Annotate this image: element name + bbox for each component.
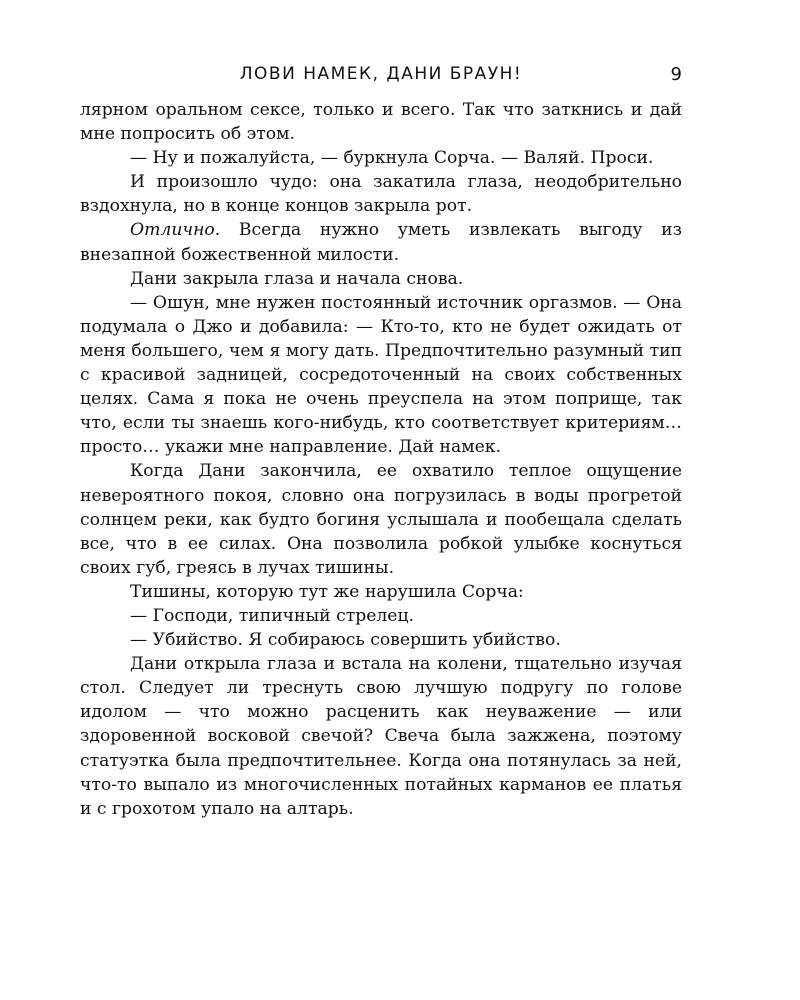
paragraph [80,604,682,628]
paragraph [80,218,682,266]
paragraph-text: И произошло чудо: она закатила глаза, неодобрительно вздохнула, но в конце концов закрыла рот. [80,172,682,217]
italic-word: Отлично. [130,220,221,241]
paragraph-text: — Ну и пожалуйста, — буркнула Сорча. — Валяй. Проси. [130,148,654,169]
paragraph [80,146,682,170]
paragraph [80,580,682,604]
paragraph-text: — Ошун, мне нужен постоянный источник оргазмов. — Она подумала о Джо и добавила: — Кто-то, кто не будет ожидать от меня большего, чем я могу дать. Предпочтительно разумный тип с красивой задницей, сосредоточенный на своих собственных целях. Сама я пока не очень преуспела на этом поприще, так что, если ты знаешь кого-нибудь, кто соответствует критериям… просто… укажи мне направление. Дай намек. [80,292,682,458]
paragraph-text: лярном оральном сексе, только и всего. Так что заткнись и дай мне попросить об этом. [80,100,682,145]
paragraph-text: Всегда нужно уметь извлекать выгоду из внезапной божественной милости. [80,220,682,265]
paragraph [80,652,682,821]
paragraph [80,267,682,291]
paragraph-text: — Господи, типичный стрелец. [130,605,414,626]
paragraph-text: Тишины, которую тут же нарушила Сорча: [130,581,524,602]
running-head [80,64,682,90]
page-number: 9 [670,64,682,85]
paragraph [80,628,682,652]
paragraph [80,98,682,146]
body-text [80,98,682,821]
running-title: ЛОВИ НАМЕК, ДАНИ БРАУН! [239,64,523,84]
paragraph [80,459,682,579]
paragraph-text: Дани открыла глаза и встала на колени, тщательно изучая стол. Следует ли треснуть свою лучшую подругу по голове идолом — что можно расценить как неуважение — или здоровенной восковой свечой? Свеча была зажжена, поэтому статуэтка была предпочтительнее. Когда она потянулась за ней, что-то выпало из многочисленных потайных карманов ее платья и с грохотом упало на алтарь. [80,654,682,819]
paragraph [80,291,682,460]
paragraph-text: Дани закрыла глаза и начала снова. [130,268,464,289]
paragraph [80,170,682,218]
paragraph-text: Когда Дани закончила, ее охватило теплое ощущение невероятного покоя, словно она погрузилась в воды прогретой солнцем реки, как будто богиня услышала и пообещала сделать все, что в ее силах. Она позволила робкой улыбке коснуться своих губ, греясь в лучах тишины. [80,461,682,578]
paragraph-text: — Убийство. Я собираюсь совершить убийство. [130,630,561,651]
